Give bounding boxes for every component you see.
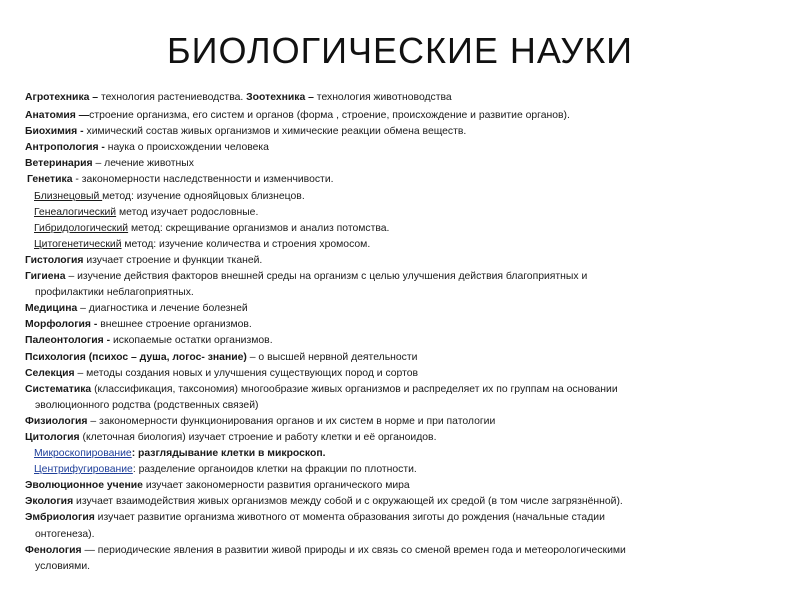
list-item-systematics	[25, 382, 780, 414]
sciences-list	[25, 90, 780, 575]
list-item-evolution	[25, 478, 780, 494]
term: Эволюционное учение	[25, 480, 143, 492]
list-item-morphology	[25, 317, 780, 333]
definition-continued: условиями.	[35, 560, 91, 572]
definition: – закономерности функционирования органов и их систем в норме и при патологии	[87, 415, 496, 427]
list-item-cytogenetic-method	[25, 237, 780, 253]
definition: внешнее строение организмов.	[97, 319, 252, 331]
definition: изучает закономерности развития органического мира	[142, 480, 410, 492]
definition: - закономерности наследственности и изменчивости.	[72, 174, 334, 186]
definition: технология растениеводства.	[98, 92, 247, 103]
definition: метод: изучение однояйцовых близнецов.	[102, 190, 305, 202]
definition: метод: изучение количества и строения хромосом.	[121, 238, 371, 250]
definition-continued: эволюционного родства (родственных связей)	[35, 399, 259, 411]
definition: технология животноводства	[313, 92, 452, 103]
definition-continued: онтогенеза).	[35, 528, 95, 540]
term: Агротехника –	[25, 92, 99, 103]
list-item-paleontology	[25, 333, 780, 349]
list-item-anthropology	[25, 140, 780, 156]
term: Гибридологический	[34, 222, 129, 234]
term-link[interactable]: Микроскопирование	[34, 448, 132, 460]
term: Фенология	[25, 544, 82, 556]
term: Анатомия —	[25, 110, 90, 122]
term: Близнецовый	[34, 190, 103, 202]
definition: – методы создания новых и улучшения существующих пород и сортов	[74, 367, 419, 379]
definition-continued: профилактики неблагоприятных.	[35, 287, 194, 299]
term: Медицина	[25, 303, 78, 315]
list-item-microscopy	[25, 446, 780, 462]
term: Зоотехника –	[246, 92, 314, 103]
list-item-physiology	[25, 414, 780, 430]
term: Гигиена	[25, 271, 66, 283]
term: Систематика	[25, 383, 92, 395]
definition: – о высшей нервной деятельности	[246, 351, 418, 363]
term: Психология (психос – душа, логос- знание)	[25, 351, 247, 363]
definition: метод: скрещивание организмов и анализ потомства.	[128, 222, 390, 234]
list-item-agrotech	[25, 90, 780, 106]
list-item-medicine	[25, 301, 780, 317]
definition: изучает развитие организма животного от момента образования зиготы до рождения (начальные стадии	[94, 512, 605, 524]
term: Гистология	[25, 254, 84, 266]
term: Селекция	[25, 367, 75, 379]
definition: изучает строение и функции тканей.	[83, 254, 263, 266]
term: Цитогенетический	[34, 238, 122, 250]
term: Антропология -	[25, 142, 105, 154]
definition: — периодические явления в развитии живой природы и их связь со сменой времен года и метеорологическими	[81, 544, 626, 556]
definition: наука о происхождении человека	[104, 142, 269, 154]
list-item-hygiene	[25, 269, 780, 301]
definition: : разделение органоидов клетки на фракции по плотности.	[132, 464, 417, 476]
term: Морфология -	[25, 319, 98, 331]
page-title: БИОЛОГИЧЕСКИЕ НАУКИ	[166, 30, 634, 71]
list-item-vet	[25, 156, 780, 172]
list-item-biochem	[25, 124, 780, 140]
term: Эмбриология	[25, 512, 95, 524]
term: Генеалогический	[34, 206, 117, 218]
definition: химический состав живых организмов и химические реакции обмена веществ.	[83, 126, 467, 138]
definition: строение организма, его систем и органов (форма , строение, происхождение и развитие органов).	[89, 110, 570, 122]
list-item-genealogy-method	[25, 205, 780, 221]
definition: метод изучает родословные.	[116, 206, 259, 218]
list-item-twin-method	[25, 189, 780, 205]
term: Ветеринария	[25, 158, 93, 170]
list-item-embryology	[25, 510, 780, 542]
list-item-centrifugation	[25, 462, 780, 478]
term: Генетика	[27, 174, 73, 186]
list-item-ecology	[25, 494, 780, 510]
definition: ископаемые остатки организмов.	[110, 335, 273, 347]
list-item-hybrid-method	[25, 221, 780, 237]
definition: : разглядывание клетки в микроскоп.	[131, 448, 326, 460]
term: Биохимия -	[25, 126, 84, 138]
definition: – диагностика и лечение болезней	[77, 303, 248, 315]
term: Палеонтология -	[25, 335, 111, 347]
list-item-genetics	[25, 172, 780, 188]
list-item-histology	[25, 253, 780, 269]
definition: (клеточная биология) изучает строение и работу клетки и её органоидов.	[79, 431, 437, 443]
definition: – изучение действия факторов внешней среды на организм с целью улучшения действия благоприятных и	[65, 271, 588, 283]
term: Экология	[25, 496, 74, 508]
list-item-cytology	[25, 430, 780, 446]
definition: – лечение животных	[92, 158, 194, 170]
list-item-psychology	[25, 350, 780, 366]
definition: (классификация, таксономия) многообразие живых организмов и распределяет их по группам на основании	[91, 383, 618, 395]
term-link[interactable]: Центрифугирование	[34, 464, 133, 476]
list-item-anatomy	[25, 108, 780, 124]
term: Цитология	[25, 431, 80, 443]
list-item-phenology	[25, 543, 780, 575]
term: Физиология	[25, 415, 88, 427]
list-item-selection	[25, 366, 780, 382]
definition: изучает взаимодействия живых организмов между собой и с окружающей их средой (в том числе загрязнённой).	[73, 496, 623, 508]
